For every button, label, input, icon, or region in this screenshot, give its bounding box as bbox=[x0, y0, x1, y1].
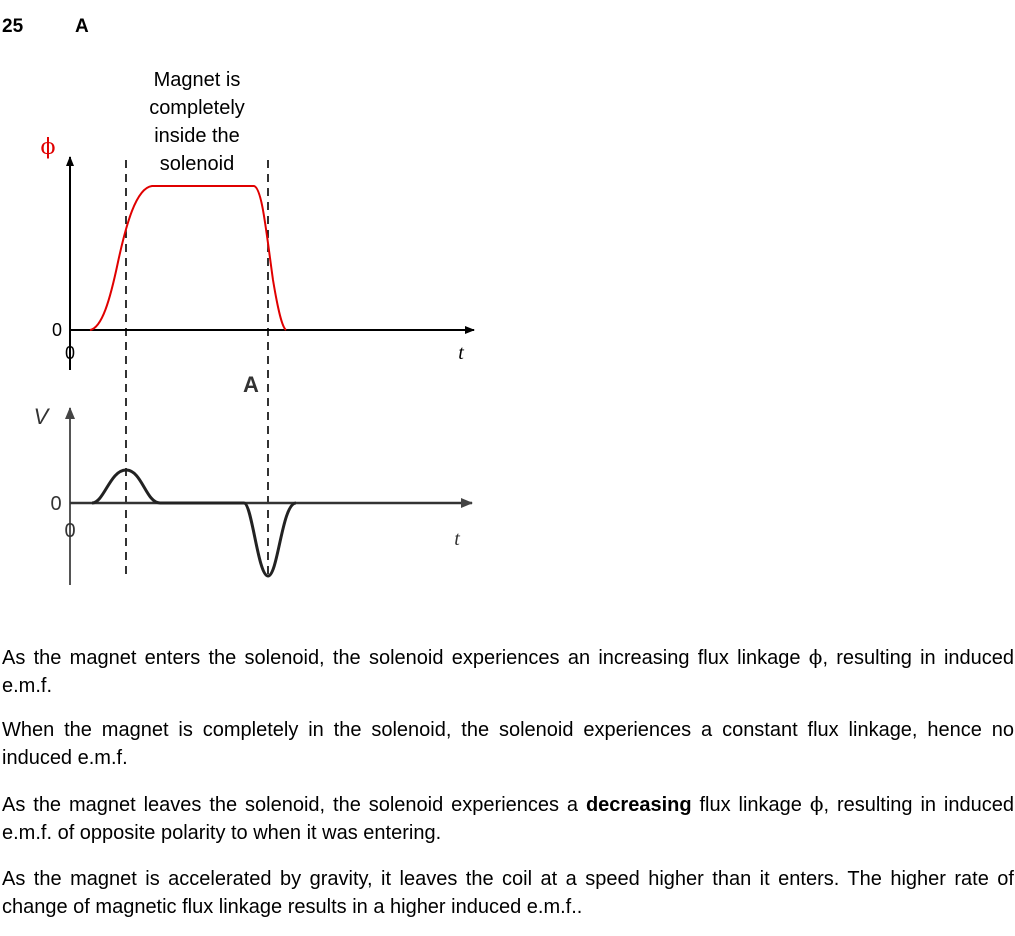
paragraph-entering bbox=[2, 643, 1014, 700]
paragraph-inside: When the magnet is completely in the solenoid, the solenoid experiences a constant flux linkage, hence no induced e.m.f. bbox=[2, 719, 1014, 769]
bottom-time-label: t bbox=[454, 528, 460, 550]
phi-symbol: ϕ bbox=[808, 645, 823, 669]
annotation-line-2: completely bbox=[149, 97, 245, 119]
top-y-zero-label: 0 bbox=[51, 320, 63, 340]
emf-curve bbox=[92, 470, 296, 576]
annotation-line-3: inside the bbox=[154, 125, 240, 147]
bottom-x-zero-label: 0 bbox=[64, 520, 76, 542]
flux-curve bbox=[90, 186, 286, 330]
paragraph-entering-end: , resulting in induced e.m.f. bbox=[2, 647, 1015, 697]
top-time-label: t bbox=[458, 342, 464, 364]
paragraph-entering-text: As the magnet enters the solenoid, the solenoid experiences an increasing flux linkage bbox=[2, 647, 809, 669]
voltage-axis-label: V bbox=[33, 404, 49, 429]
paragraph-gravity: As the magnet is accelerated by gravity, it leaves the coil at a speed higher than it enters. The higher rate of change of magnetic flux linkage results in a higher induced e.m.f.. bbox=[2, 868, 1014, 918]
decreasing-emphasis: decreasing bbox=[585, 794, 692, 816]
answer-letter: A bbox=[75, 16, 89, 37]
exit-marker-label: A bbox=[243, 372, 259, 397]
annotation-line-4: solenoid bbox=[159, 153, 235, 175]
paragraph-leaving-text: As the magnet leaves the solenoid, the solenoid experiences a bbox=[2, 794, 586, 816]
paragraph-leaving bbox=[2, 790, 1014, 847]
question-number: 25 bbox=[2, 16, 24, 37]
phi-symbol: ϕ bbox=[809, 792, 824, 816]
bottom-y-zero-label: 0 bbox=[50, 493, 62, 515]
phi-axis-label: ϕ bbox=[40, 135, 56, 160]
top-x-zero-label: 0 bbox=[64, 343, 76, 363]
annotation-line-1: Magnet is bbox=[153, 69, 241, 91]
paragraph-leaving-middle: flux linkage bbox=[691, 794, 810, 816]
flux-emf-figure bbox=[0, 60, 500, 600]
paragraph-leaving-end: , resulting in induced e.m.f. of opposite polarity to when it was entering. bbox=[2, 794, 1014, 844]
